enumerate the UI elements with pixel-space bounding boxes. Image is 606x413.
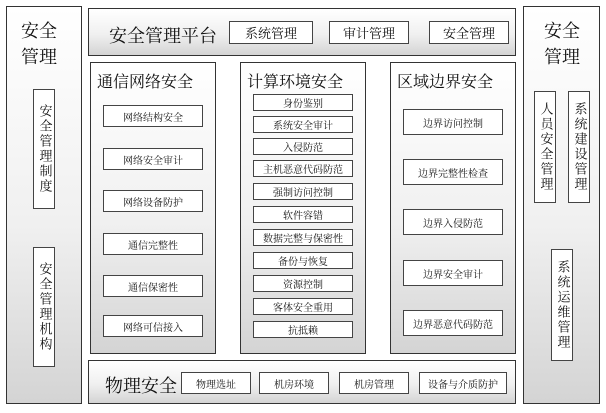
right-management-panel <box>523 6 600 404</box>
communication-confidentiality-box: 通信保密性 <box>103 275 203 297</box>
identity-authentication-box: 身份鉴别 <box>253 94 353 111</box>
boundary-security-title: 区域边界安全 <box>397 72 494 91</box>
machine-room-management-box: 机房管理 <box>339 372 409 394</box>
resource-control-box: 资源控制 <box>253 275 353 292</box>
left-management-panel <box>6 6 82 404</box>
boundary-malware-prevention-box: 边界恶意代码防范 <box>403 310 503 336</box>
left-panel-title-line2: 管理 <box>21 47 57 68</box>
host-malware-prevention-box: 主机恶意代码防范 <box>253 160 353 177</box>
machine-room-environment-box: 机房环境 <box>259 372 329 394</box>
physical-security-panel <box>88 360 516 404</box>
platform-security-management-box: 安全管理 <box>429 21 509 44</box>
platform-system-management-box: 系统管理 <box>229 21 313 44</box>
communication-network-security-panel <box>90 62 216 354</box>
system-security-audit-box: 系统安全审计 <box>253 116 353 133</box>
computing-environment-security-panel <box>240 62 366 354</box>
network-device-protection-box: 网络设备防护 <box>103 190 203 212</box>
mandatory-access-control-box: 强制访问控制 <box>253 183 353 200</box>
intrusion-prevention-box: 入侵防范 <box>253 138 353 155</box>
network-trusted-access-box: 网络可信接入 <box>103 315 203 337</box>
left-panel-title-line1: 安全 <box>21 21 57 42</box>
physical-site-selection-box: 物理选址 <box>181 372 251 394</box>
security-management-organization-box: 安全管理机构 <box>33 247 55 367</box>
software-fault-tolerance-box: 软件容错 <box>253 206 353 223</box>
boundary-security-audit-box: 边界安全审计 <box>403 260 503 286</box>
non-repudiation-box: 抗抵赖 <box>253 321 353 338</box>
security-platform-panel <box>88 8 516 56</box>
platform-title: 安全管理平台 <box>109 26 217 47</box>
network-security-title: 通信网络安全 <box>97 72 194 91</box>
computing-security-title: 计算环境安全 <box>247 72 344 91</box>
right-panel-title-line1: 安全 <box>544 21 580 42</box>
data-integrity-confidentiality-box: 数据完整与保密性 <box>253 229 353 246</box>
right-panel-title-line2: 管理 <box>544 47 580 68</box>
network-security-audit-box: 网络安全审计 <box>103 148 203 170</box>
object-security-reuse-box: 客体安全重用 <box>253 298 353 315</box>
equipment-media-protection-box: 设备与介质防护 <box>419 372 507 394</box>
boundary-integrity-check-box: 边界完整性检查 <box>403 159 503 185</box>
boundary-access-control-box: 边界访问控制 <box>403 109 503 135</box>
physical-security-title: 物理安全 <box>105 376 177 397</box>
platform-audit-management-box: 审计管理 <box>329 21 409 44</box>
system-operation-management-box: 系统运维管理 <box>551 249 573 361</box>
regional-boundary-security-panel <box>390 62 516 354</box>
security-management-system-box: 安全管理制度 <box>33 89 55 209</box>
personnel-security-management-box: 人员安全管理 <box>534 91 556 203</box>
boundary-intrusion-prevention-box: 边界入侵防范 <box>403 209 503 235</box>
backup-recovery-box: 备份与恢复 <box>253 252 353 269</box>
system-construction-management-box: 系统建设管理 <box>568 91 590 203</box>
communication-integrity-box: 通信完整性 <box>103 233 203 255</box>
network-structure-security-box: 网络结构安全 <box>103 105 203 127</box>
